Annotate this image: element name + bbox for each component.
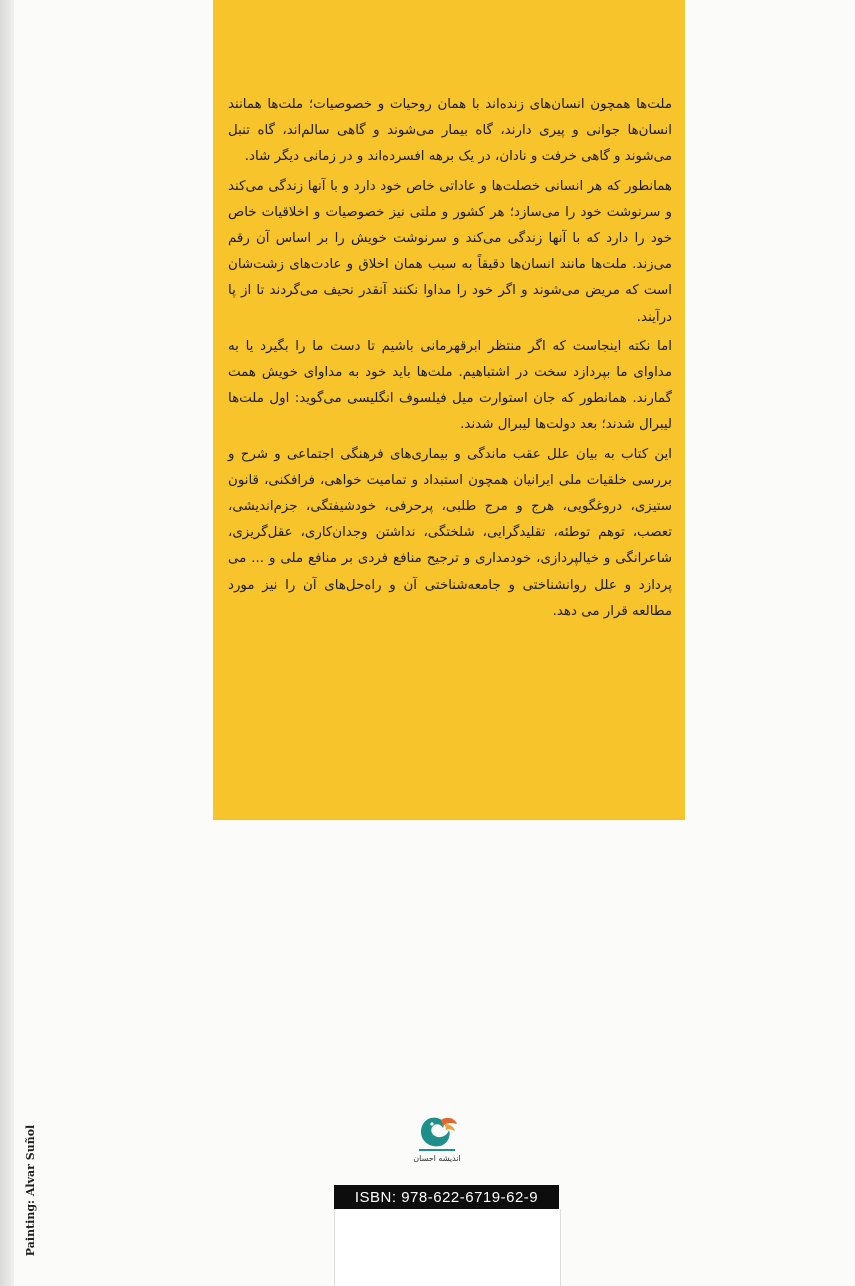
barcode-area bbox=[334, 1209, 561, 1286]
blurb-paragraph-3: اما نکته اینجاست که اگر منتظر ابرقهرمانی باشیم تا دست ما را بگیرد یا به مداوای ما بپردازد سخت در اشتباهیم. ملت‌ها باید خود به مداوای خویش همت گمارند. همانطور که جان استوارت میل فیلسوف انگلیسی می‌گوید: اول ملت‌ها لیبرال شدند؛ بعد دولت‌ها لیبرال شدند. bbox=[228, 338, 672, 433]
blurb-text bbox=[228, 92, 672, 628]
bird-icon bbox=[415, 1112, 459, 1152]
publisher-name: اندیشه احسان bbox=[413, 1154, 461, 1163]
publisher-logo bbox=[414, 1112, 460, 1174]
blurb-paragraph-1: ملت‌ها همچون انسان‌های زنده‌اند با همان روحیات و خصوصیات؛ ملت‌ها همانند انسان‌ها جوانی و پیری دارند، گاه بیمار می‌شوند و گاهی سالم‌اند، گاه تنبل می‌شوند و گاهی خرفت و نادان، در یک برهه افسرده‌اند و در زمانی دیگر شاد. bbox=[228, 97, 672, 165]
spine-edge bbox=[0, 0, 14, 1286]
blurb-paragraph-2: همانطور که هر انسانی خصلت‌ها و عاداتی خاص خود دارد و با آنها زندگی می‌کند و سرنوشت خود را می‌سازد؛ هر کشور و ملتی نیز خصوصیات و اخلاقیات خاص خود را دارد که با آنها زندگی می‌کند و سرنوشت خویش را بر اساس آن رقم می‌زند. ملت‌ها مانند انسان‌ها دقیقاً به سبب همان اخلاق و عادت‌های زشت‌شان است که مریض می‌شوند و اگر خود را مداوا نکنند آنقدر نحیف می‌گردند تا از پا درآیند. bbox=[228, 178, 672, 325]
painting-credit-text: Painting: Alvar Suñol bbox=[24, 1124, 38, 1256]
isbn-number: ISBN: 978-622-6719-62-9 bbox=[354, 1188, 539, 1206]
isbn-box bbox=[334, 1185, 559, 1209]
blurb-paragraph-4: این کتاب به بیان علل عقب ماندگی و بیماری‌های فرهنگی اجتماعی و شرح و بررسی خلقیات ملی ایرانیان همچون استبداد و تمامیت خواهی، فرافکنی، قانون ستیزی، دروغگویی، هرج و مرج طلبی، پرحرفی، خودشیفتگی، جزم‌اندیشی، تعصب، توهم توطئه، تقلیدگرایی، شلختگی، نداشتن وجدان‌کاری، عقل‌گریزی، شاعرانگی و خیالپردازی، خودمداری و ترجیح منافع فردی بر منافع ملی و ... می پردازد و علل روانشناختی و جامعه‌شناختی آن و راه‌حل‌های آن را نیز مورد مطالعه قرار می دهد. bbox=[228, 446, 672, 619]
painting-credit bbox=[24, 1120, 38, 1260]
